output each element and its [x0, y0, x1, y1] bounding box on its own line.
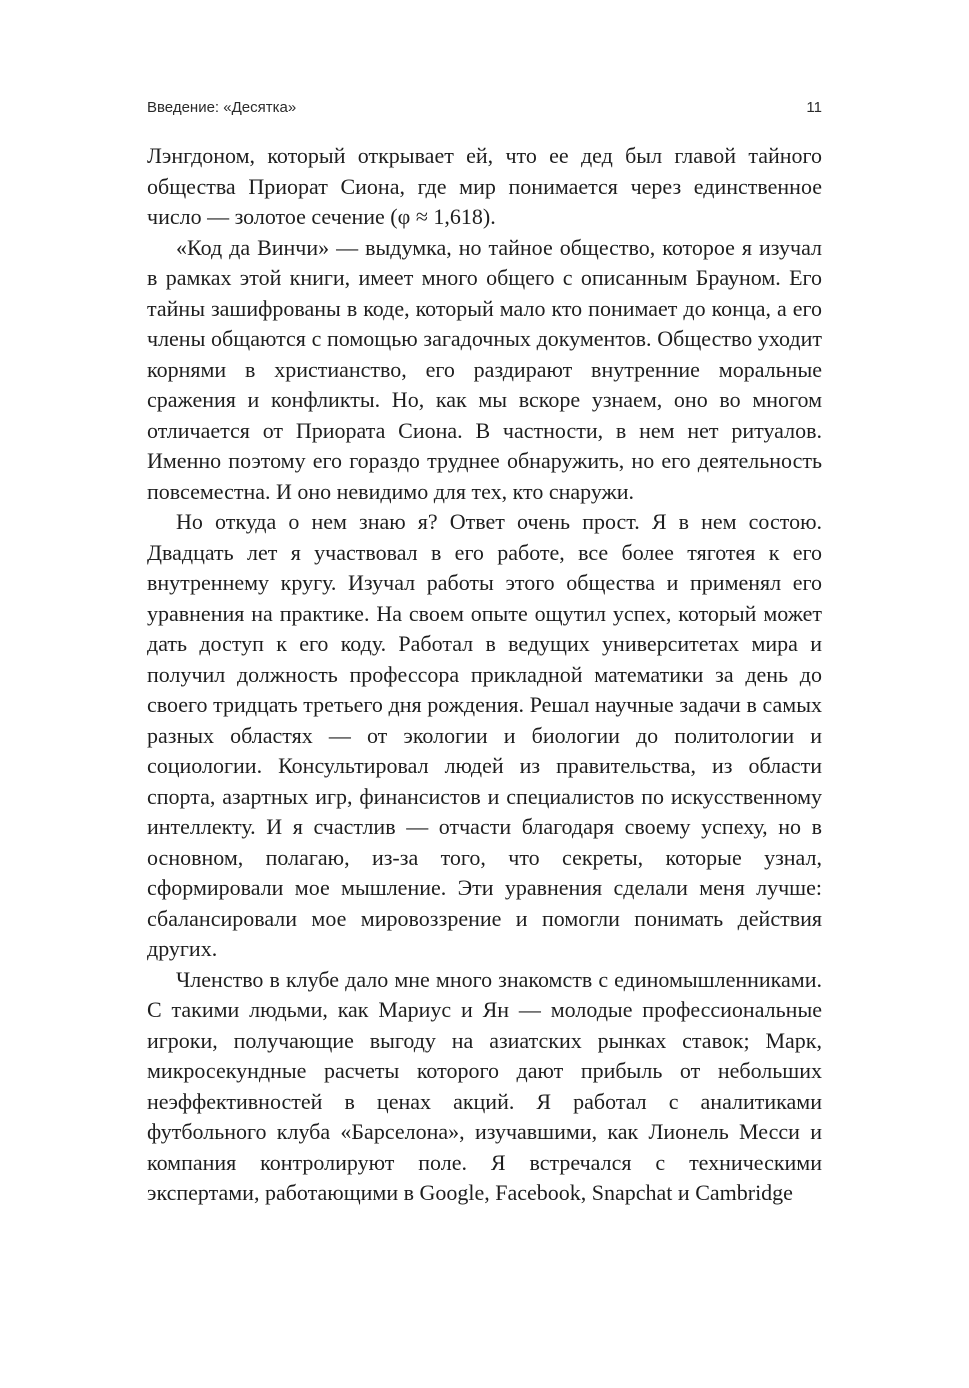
paragraph-4: Членство в клубе дало мне много знакомств с единомышленниками. С такими людьми, как Мариус и Ян — молодые профессиональные игроки, получающие выгоду на азиатских рынках ставок; Марк, микросекундные расчеты которого дают прибыль от небольших неэффективностей в ценах акций. Я работал с аналитиками футбольного клуба «Барселона», изучавшими, как Лионель Месси и компания контролируют поле. Я встречался с техническими экспертами, работающими в Google, Facebook, Snapchat и Cambridge: [147, 966, 822, 1205]
chapter-title: Введение: «Десятка»: [147, 99, 297, 116]
running-head: [147, 96, 822, 120]
paragraph-2: «Код да Винчи» — выдумка, но тайное общество, которое я изучал в рамках этой книги, имеет много общего с описанным Брауном. Его тайны зашифрованы в коде, который мало кто понимает до конца, а его члены общаются с помощью загадочных документов. Общество уходит корнями в христианство, его раздирают внутренние моральные сражения и конфликты. Но, как мы вскоре узнаем, оно во многом отличается от Приората Сиона. В частности, в нем нет ритуалов. Именно поэтому его гораздо труднее обнаружить, но его деятельность повсеместна. И оно невидимо для тех, кто снаружи.: [147, 234, 822, 504]
paragraph-1: Лэнгдоном, который открывает ей, что ее дед был главой тайного общества Приорат Сиона, где мир понимается через единственное число — золотое сечение (φ ≈ 1,618).: [147, 143, 822, 229]
page-number: 11: [806, 99, 822, 116]
body-text: [147, 141, 822, 1209]
paragraph-3: Но откуда о нем знаю я? Ответ очень прост. Я в нем состою. Двадцать лет я участвовал в его работе, все более тяготея к его внутреннему кругу. Изучал работы этого общества и применял его уравнения на практике. На своем опыте ощутил успех, который может дать доступ к его коду. Работал в ведущих университетах мира и получил должность профессора прикладной математики за день до своего тридцать третьего дня рождения. Решал научные задачи в самых разных областях — от экологии и биологии до политологии и социологии. Консультировал людей из правительства, из области спорта, азартных игр, финансистов и специалистов по искусственному интеллекту. И я счастлив — отчасти благодаря своему успеху, но в основном, полагаю, из-за того, что секреты, которые узнал, сформировали мое мышление. Эти уравнения сделали меня лучше: сбалансировали мое мировоззрение и помогли понимать действия других.: [147, 509, 822, 961]
